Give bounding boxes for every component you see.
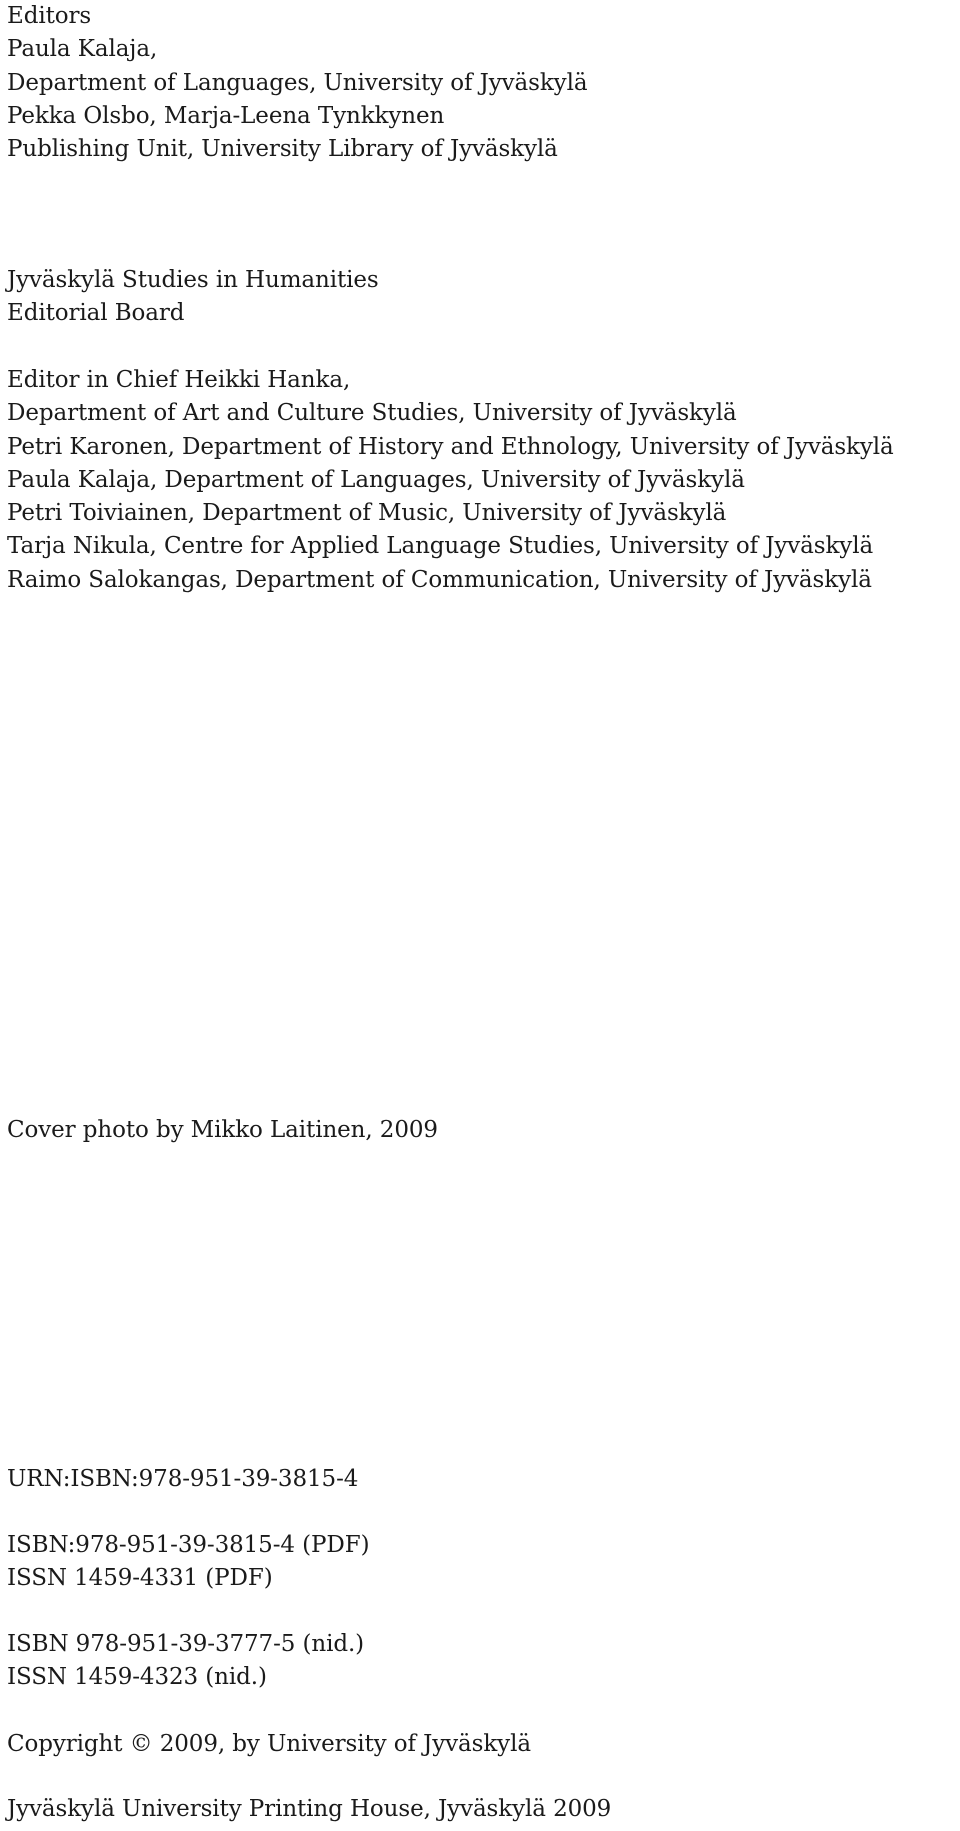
board-member-line: Raimo Salokangas, Department of Communication, University of Jyväskylä [7, 566, 872, 593]
printer-section [7, 1793, 954, 1826]
board-member-line: Paula Kalaja, Department of Languages, University of Jyväskylä [7, 466, 745, 493]
board-member-line: Editor in Chief Heikki Hanka, [7, 367, 351, 393]
board-member-line: Petri Karonen, Department of History and Ethnology, University of Jyväskylä [7, 433, 894, 460]
issn-pdf: ISSN 1459-4331 (PDF) [7, 1565, 273, 1592]
editorial-board-list [7, 364, 954, 597]
urn-section [7, 1463, 954, 1496]
editor-line: Publishing Unit, University Library of Jyväskylä [7, 136, 558, 163]
editorial-board-heading: Editorial Board [7, 300, 185, 327]
editors-heading: Editors [7, 3, 92, 29]
board-member-line: Petri Toiviainen, Department of Music, University of Jyväskylä [7, 500, 727, 527]
copyright-notice: Copyright © 2009, by University of Jyväskylä [7, 1731, 531, 1757]
copyright-section [7, 1728, 954, 1761]
editor-line: Paula Kalaja, [7, 36, 158, 63]
editors-section [7, 0, 954, 166]
editor-line: Department of Languages, University of Jyväskylä [7, 69, 588, 96]
urn-identifier: URN:ISBN:978-951-39-3815-4 [7, 1466, 359, 1492]
board-member-line: Department of Art and Culture Studies, University of Jyväskylä [7, 400, 737, 427]
cover-credit-section [7, 1114, 954, 1147]
series-section [7, 264, 954, 331]
board-member-line: Tarja Nikula, Centre for Applied Language Studies, University of Jyväskylä [7, 533, 874, 560]
cover-photo-credit: Cover photo by Mikko Laitinen, 2009 [7, 1117, 438, 1143]
editor-line: Pekka Olsbo, Marja-Leena Tynkkynen [7, 102, 445, 129]
issn-print: ISSN 1459-4323 (nid.) [7, 1664, 267, 1691]
series-title: Jyväskylä Studies in Humanities [7, 267, 379, 293]
isbn-print: ISBN 978-951-39-3777-5 (nid.) [7, 1631, 365, 1657]
pdf-identifiers [7, 1529, 954, 1596]
isbn-pdf: ISBN:978-951-39-3815-4 (PDF) [7, 1532, 370, 1558]
print-identifiers [7, 1628, 954, 1695]
printing-house-line: Jyväskylä University Printing House, Jyväskylä 2009 [7, 1796, 612, 1822]
